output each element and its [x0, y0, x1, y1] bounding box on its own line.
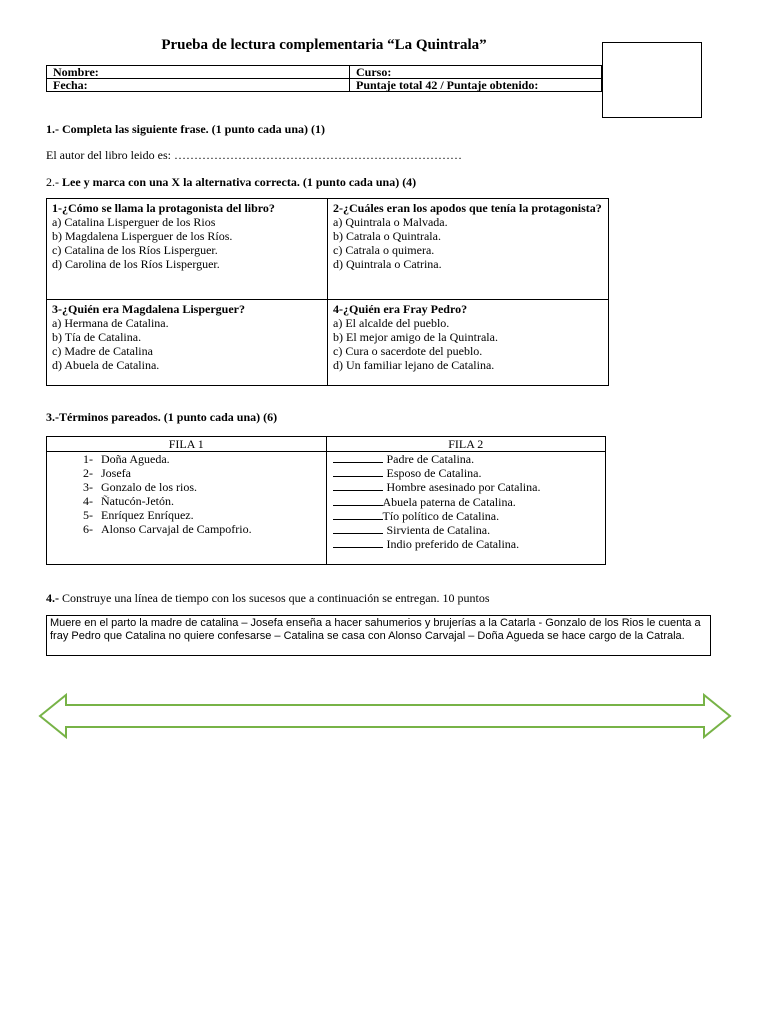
item-text: Abuela paterna de Catalina.	[382, 494, 516, 509]
option: b) Magdalena Lisperguer de los Ríos.	[52, 229, 233, 243]
item-text: Esposo de Catalina.	[386, 466, 482, 481]
item-text: Indio preferido de Catalina.	[386, 537, 520, 552]
section2-heading	[46, 175, 416, 190]
question-cell	[328, 199, 609, 300]
list-item	[327, 509, 606, 523]
option: d) Carolina de los Ríos Lisperguer.	[52, 257, 220, 271]
option: c) Catalina de los Ríos Lisperguer.	[52, 243, 218, 257]
item-number: 2-	[83, 466, 93, 480]
list-item	[327, 523, 606, 537]
list-item	[47, 466, 326, 480]
list-item	[327, 537, 606, 551]
item-number: 6-	[83, 522, 93, 536]
list-item	[47, 508, 326, 522]
section4-number: 4.-	[46, 591, 59, 605]
answer-blank[interactable]	[333, 466, 383, 477]
fila1-column	[47, 452, 327, 565]
grade-box	[602, 42, 702, 118]
item-text: Hombre asesinado por Catalina.	[386, 480, 541, 495]
list-item	[327, 466, 606, 480]
nombre-label: Nombre:	[47, 66, 350, 79]
item-text: Padre de Catalina.	[386, 452, 475, 466]
timeline-arrow-shape	[40, 695, 730, 737]
option: d) Un familiar lejano de Catalina.	[333, 358, 495, 372]
section4-title: Construye una línea de tiempo con los sucesos que a continuación se entregan. 10 puntos	[59, 591, 490, 605]
question-text: 1-¿Cómo se llama la protagonista del libro?	[52, 201, 275, 215]
list-item	[47, 522, 326, 536]
events-box: Muere en el parto la madre de catalina – Josefa enseña a hacer sahumerios y brujerías a la Catarla - Gonzalo de los Rios le cuenta a fray Pedro que Catalina no quiere confesarse – Catalina se casa con Alonso Carvajal – Doña Agueda se hace cargo de la Catrala.	[46, 615, 711, 656]
list-item	[327, 480, 606, 494]
section1-heading: 1.- Completa las siguiente frase. (1 punto cada una) (1)	[46, 122, 325, 136]
item-number: 3-	[83, 480, 93, 494]
section1-prompt	[46, 148, 462, 163]
item-text: Alonso Carvajal de Campofrio.	[101, 522, 252, 536]
section2-number: 2.-	[46, 175, 62, 189]
list-item	[47, 494, 326, 508]
student-info-table	[46, 65, 602, 92]
answer-blank[interactable]	[333, 452, 383, 463]
fila2-header: FILA 2	[326, 437, 606, 452]
curso-label: Curso:	[350, 66, 602, 79]
author-prompt: El autor del libro leido es:	[46, 148, 171, 162]
answer-blank[interactable]	[333, 537, 383, 548]
list-item	[47, 480, 326, 494]
item-number: 1-	[83, 452, 93, 466]
puntaje-label: Puntaje total 42 / Puntaje obtenido:	[350, 79, 602, 92]
item-text: Enríquez Enríquez.	[101, 508, 194, 522]
list-item	[327, 452, 606, 466]
option: a) Hermana de Catalina.	[52, 316, 169, 330]
answer-blank[interactable]	[333, 509, 383, 520]
fila2-column	[326, 452, 606, 565]
item-number: 5-	[83, 508, 93, 522]
option: c) Catrala o quimera.	[333, 243, 435, 257]
option: b) El mejor amigo de la Quintrala.	[333, 330, 498, 344]
option: c) Cura o sacerdote del pueblo.	[333, 344, 483, 358]
option: a) Catalina Lisperguer de los Rios	[52, 215, 216, 229]
timeline-arrow-icon	[38, 692, 732, 740]
option: a) El alcalde del pueblo.	[333, 316, 450, 330]
option: b) Tía de Catalina.	[52, 330, 142, 344]
option: b) Catrala o Quintrala.	[333, 229, 441, 243]
page-title: Prueba de lectura complementaria “La Quintrala”	[161, 37, 487, 53]
item-text: Tío político de Catalina.	[382, 508, 500, 523]
question-cell	[47, 300, 328, 386]
list-item	[47, 452, 326, 466]
item-text: Sirvienta de Catalina.	[386, 523, 491, 538]
section4-heading	[46, 591, 490, 606]
question-cell	[328, 300, 609, 386]
item-number: 4-	[83, 494, 93, 508]
answer-blank[interactable]	[333, 480, 383, 491]
multiple-choice-table	[46, 198, 609, 386]
fila1-header: FILA 1	[47, 437, 327, 452]
author-answer-line: ………………………………………………………………	[173, 148, 462, 162]
answer-blank[interactable]	[333, 523, 383, 534]
question-text: 2-¿Cuáles eran los apodos que tenía la protagonista?	[333, 201, 602, 215]
item-text: Gonzalo de los rios.	[101, 480, 197, 494]
option: a) Quintrala o Malvada.	[333, 215, 448, 229]
question-text: 4-¿Quién era Fray Pedro?	[333, 302, 468, 316]
section3-heading: 3.-Términos pareados. (1 punto cada una) (6)	[46, 410, 278, 424]
question-cell	[47, 199, 328, 300]
list-item	[327, 495, 606, 509]
item-text: Ñatucón-Jetón.	[101, 494, 174, 508]
answer-blank[interactable]	[333, 495, 383, 506]
item-text: Josefa	[101, 466, 131, 480]
option: c) Madre de Catalina	[52, 344, 153, 358]
fecha-label: Fecha:	[47, 79, 350, 92]
option: d) Abuela de Catalina.	[52, 358, 160, 372]
section2-title: Lee y marca con una X la alternativa correcta. (1 punto cada una) (4)	[62, 175, 417, 189]
option: d) Quintrala o Catrina.	[333, 257, 442, 271]
question-text: 3-¿Quién era Magdalena Lisperguer?	[52, 302, 245, 316]
item-text: Doña Agueda.	[101, 452, 170, 466]
matching-table	[46, 436, 606, 565]
